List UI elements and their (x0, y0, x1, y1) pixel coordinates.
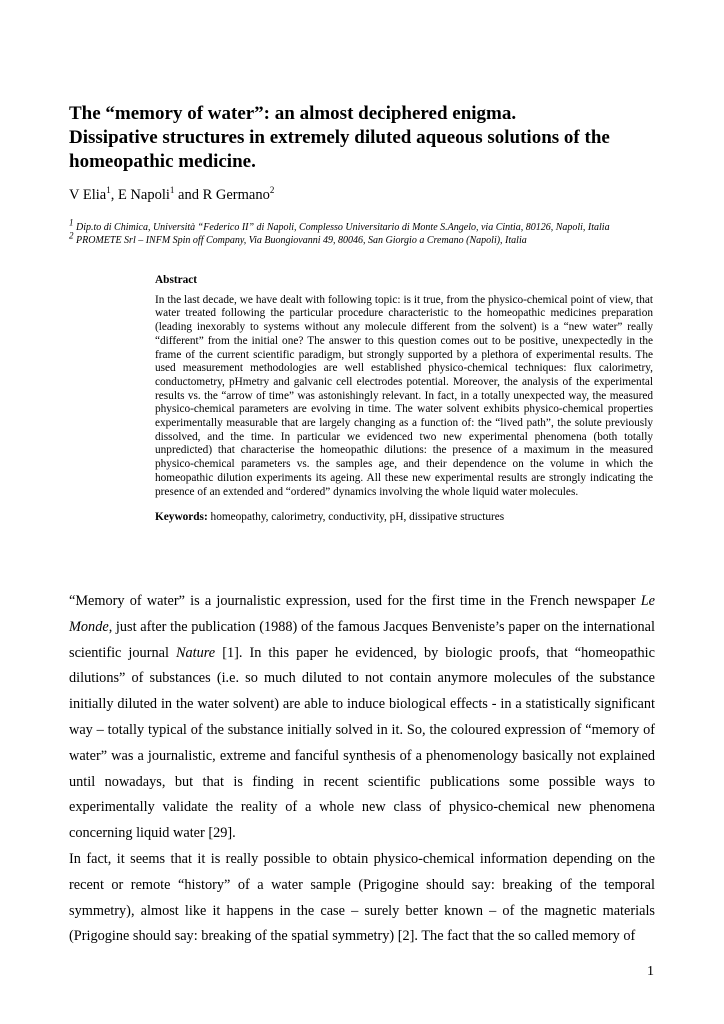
title-line-1: The “memory of water”: an almost deciphered enigma. (69, 103, 517, 124)
abstract-section (155, 274, 653, 525)
abstract-body: In the last decade, we have dealt with following topic: is it true, from the physico-chemical point of view, that water treated following the particular procedure characteristic to the homeopathic medicines preparation (leading inexorably to systems without any molecule different from the solvent) is a “new water” really “different” from the initial one? The answer to this question comes out to be positive, unexpectedly in the frame of the current scientific paradigm, but strongly supported by a plethora of experimental results. The used measurement methodologies are well established physico-chemical techniques: flux calorimetry, conductometry, pHmetry and galvanic cell electrodes potential. Moreover, the analysis of the experimental results vs. the “arrow of time” was astonishingly relevant. In fact, in a totally unexpected way, the measured physico-chemical parameters are evolving in time. The water solvent exhibits physico-chemical properties experimentally measurable that are largely changing as a function of: the “lived path”, the solute previously dissolved, and the time. In particular we evidenced two new experimental phenomena (both totally unpredicted) that characterise the homeopathic dilutions: the presence of a maximum in the measured physico-chemical parameters vs. the samples age, and their dependence on the volume in which the homeopathic dilution experiments its ageing. All these new experimental results are strongly indicating the presence of an extended and “ordered” dynamics involving the whole liquid water molecules. (155, 293, 653, 498)
affiliation-item (69, 230, 610, 247)
keywords-line (155, 511, 653, 525)
page-number: 1 (647, 964, 654, 979)
affiliation-mark: 2 (69, 230, 74, 241)
author-list (69, 186, 274, 204)
title-line-2: Dissipative structures in extremely diluted aqueous solutions of the (69, 127, 610, 148)
title-line-3: homeopathic medicine. (69, 151, 256, 172)
body-paragraph: In fact, it seems that it is really possible to obtain physico-chemical information depending on the recent or remote “history” of a water sample (Prigogine should say: breaking of the temporal symmetry), almost like it happens in the case – surely better known – of the magnetic materials (Prigogine should say: breaking of the spatial symmetry) [2]. The fact that the so called memory of (69, 850, 655, 945)
body-text-run: “Memory of water” is a journalistic expression, used for the first time in the French newspaper (69, 593, 641, 609)
author-name: R Germano (202, 187, 270, 203)
keywords-label: Keywords: (155, 511, 208, 524)
affiliation-text: Dip.to di Chimica, Università “Federico II” di Napoli, Complesso Universitario di Monte S.Angelo, via Cintia, 80126, Napoli, Italia (76, 222, 610, 233)
author-name: V Elia (69, 187, 107, 203)
le-monde-italic: Le Monde (69, 593, 655, 635)
affiliation-list (69, 217, 610, 247)
author-affiliation-mark: 1 (169, 185, 175, 196)
author-separator: , (110, 187, 118, 203)
nature-italic: Nature (175, 644, 216, 661)
author-name: E Napoli (117, 187, 170, 203)
paper-title (69, 102, 669, 174)
affiliation-text: PROMETE Srl – INFM Spin off Company, Via Buongiovanni 49, 80046, San Giorgio a Cremano (Napoli), Italia (76, 235, 527, 246)
author-affiliation-mark: 1 (106, 185, 111, 196)
affiliation-mark: 1 (69, 217, 74, 228)
affiliation-item (69, 217, 610, 234)
author-separator: and (174, 187, 203, 203)
body-text-run: , just after the publication (1988) of the famous Jacques Benveniste’s paper on the international scientific journal (69, 618, 655, 661)
body-text (69, 589, 655, 950)
abstract-heading: Abstract (155, 274, 198, 286)
keywords-list: homeopathy, calorimetry, conductivity, pH, dissipative structures (207, 511, 505, 524)
author-affiliation-mark: 2 (269, 185, 275, 196)
body-paragraph (69, 589, 655, 847)
body-text-run: [1]. In this paper he evidenced, by biologic proofs, that “homeopathic dilutions” of substances (i.e. so much diluted to not contain anymore molecules of the substance initially diluted in the water solvent) are able to induce biological effects - in a statistically significant way – totally typical of the substance initially solved in it. So, the coloured expression of “memory of water” was a journalistic, extreme and fanciful synthesis of a phenomenology basically not explained until nowadays, but that is finding in recent scientific publications some possible ways to experimentally validate the reality of a whole new class of physico-chemical new phenomena concerning liquid water [29]. (69, 644, 655, 842)
